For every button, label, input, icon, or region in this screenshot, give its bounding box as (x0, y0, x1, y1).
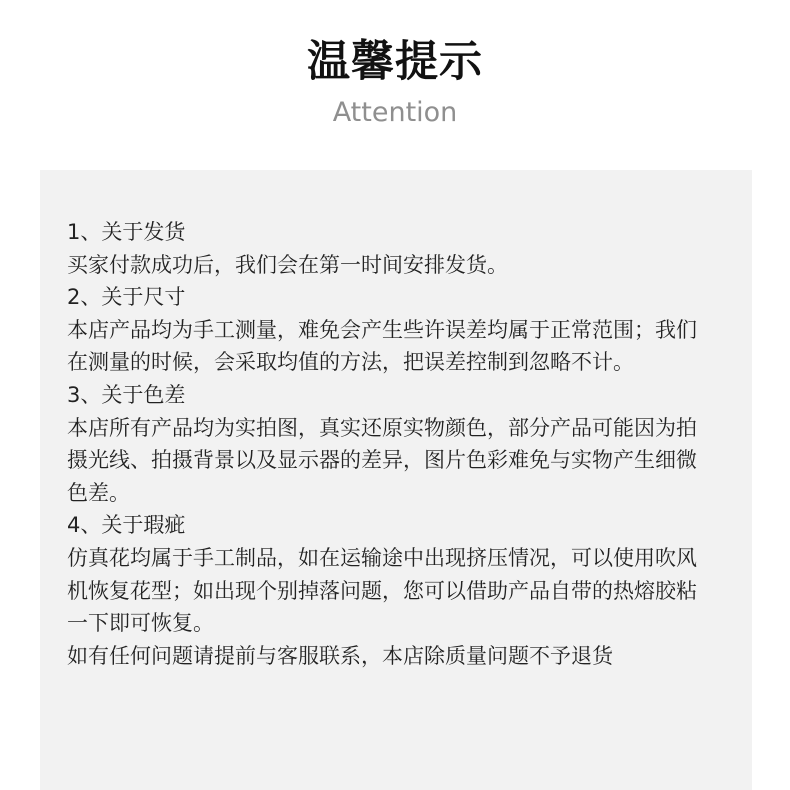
color-difference-section-title: 3、关于色差 (67, 382, 186, 407)
defect-section-title: 4、关于瑕疵 (67, 513, 186, 538)
color-difference-section-text: 本店所有产品均为实拍图，真实还原实物颜色，部分产品可能因为拍摄光线、拍摄背景以及显示器的差异，图片色彩难免与实物产生细微色差。 (67, 415, 697, 505)
notice-content (67, 216, 697, 672)
size-section-text: 本店产品均为手工测量，难免会产生些许误差均属于正常范围；我们在测量的时候，会采取均值的方法，把误差控制到忽略不计。 (67, 317, 697, 375)
size-section (67, 281, 697, 379)
shipping-section-text: 买家付款成功后，我们会在第一时间安排发货。 (67, 252, 508, 277)
defect-section (67, 509, 697, 639)
size-section-title: 2、关于尺寸 (67, 285, 186, 310)
defect-section-text: 仿真花均属于手工制品，如在运输途中出现挤压情况，可以使用吹风机恢复花型；如出现个别掉落问题，您可以借助产品自带的热熔胶粘一下即可恢复。 (67, 545, 697, 636)
color-difference-section (67, 379, 697, 509)
page-subtitle: Attention (332, 97, 458, 128)
shipping-section (67, 216, 697, 281)
notice-panel (40, 170, 752, 790)
page-title: 温馨提示 (307, 37, 483, 87)
closing-note: 如有任何问题请提前与客服联系，本店除质量问题不予退货 (67, 643, 613, 668)
shipping-section-title: 1、关于发货 (67, 220, 186, 244)
